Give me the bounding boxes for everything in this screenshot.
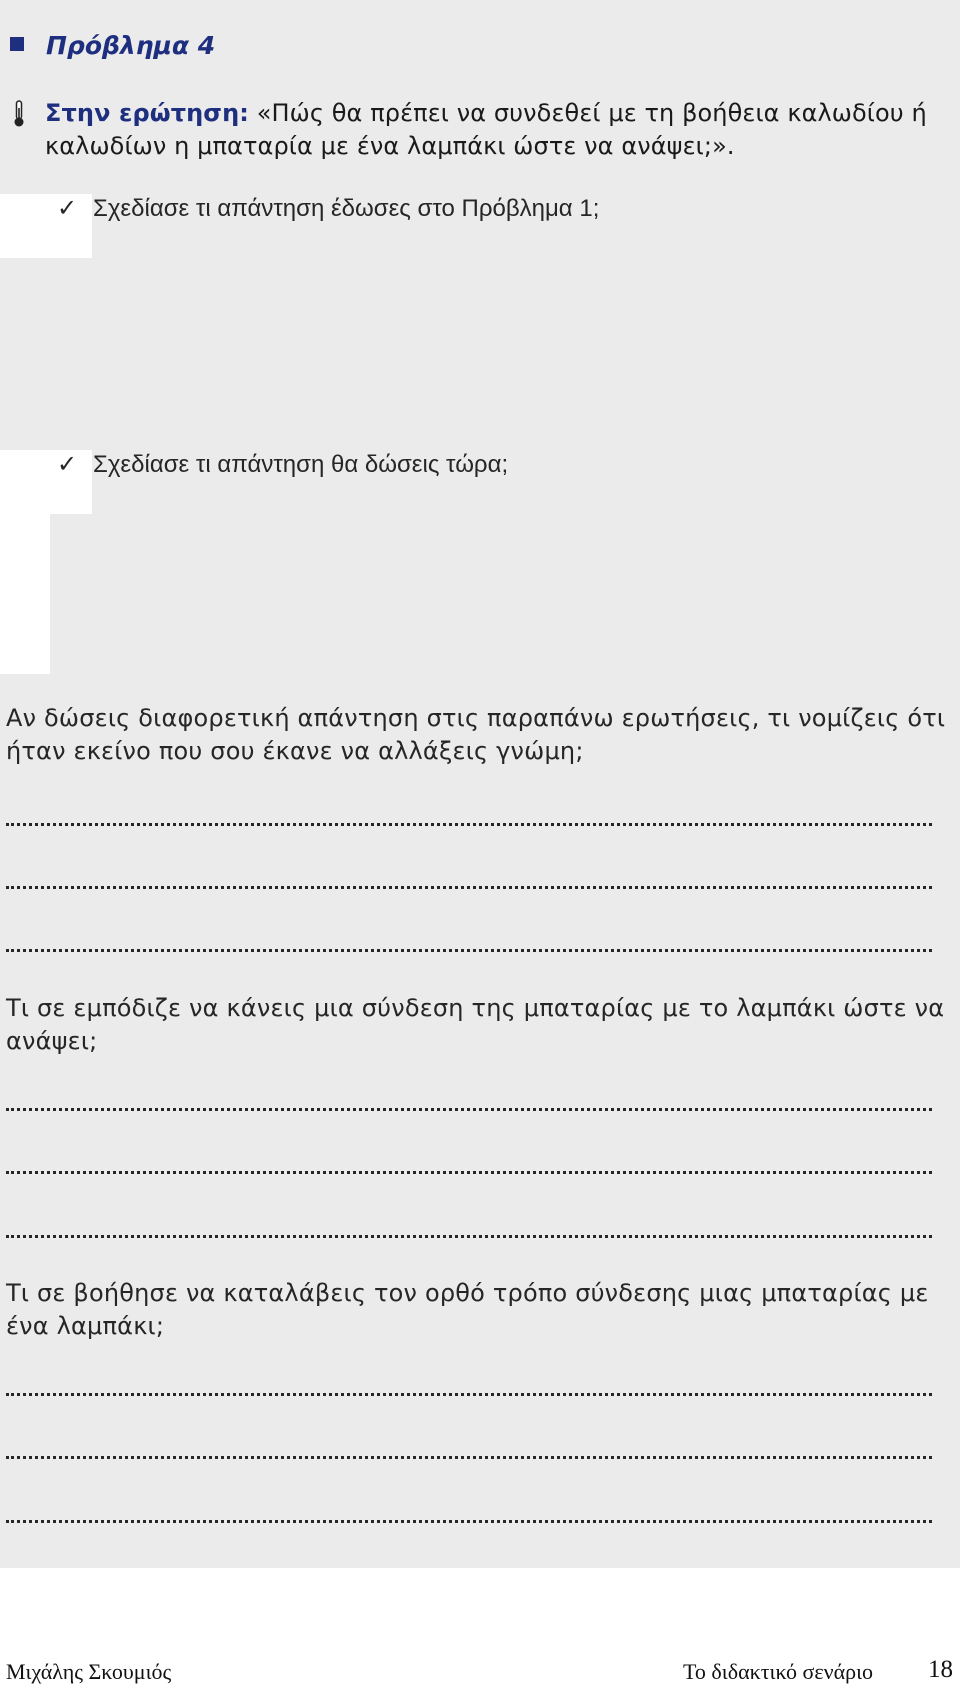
- answer-line: [6, 1171, 932, 1174]
- thermometer-icon: [12, 100, 26, 128]
- answer-line: [6, 1393, 932, 1396]
- check-icon: ✓: [57, 451, 78, 478]
- footer-author: Μιχάλης Σκουμιός: [6, 1659, 172, 1684]
- question-2-line-2: ανάψει;: [6, 1027, 98, 1055]
- check-icon: ✓: [57, 195, 78, 222]
- answer-line: [6, 886, 932, 889]
- answer-line: [6, 823, 932, 826]
- page-number: 18: [928, 1656, 953, 1683]
- footer-section: Το διδακτικό σενάριο: [683, 1659, 874, 1684]
- question-3-line-2: ένα λαμπάκι;: [6, 1312, 165, 1340]
- problem-heading: [10, 31, 960, 60]
- question-line-1: [45, 97, 960, 130]
- draw-task-previous-label: Σχεδίασε τι απάντηση έδωσες στο Πρόβλημα 1;: [93, 195, 600, 222]
- draw-task-current-answer: [57, 450, 960, 479]
- answer-line: [6, 949, 932, 952]
- question-3-line-1: Τι σε βοήθησε να καταλάβεις τον ορθό τρόπο σύνδεσης μιας μπαταρίας με: [6, 1279, 929, 1307]
- answer-line: [6, 1108, 932, 1111]
- answer-line: [6, 1520, 932, 1523]
- question-label: Στην ερώτηση:: [45, 99, 249, 127]
- question-1-line-1: Αν δώσεις διαφορετική απάντηση στις παραπάνω ερωτήσεις, τι νομίζεις ότι: [6, 704, 946, 732]
- problem-heading-text: Πρόβλημα 4: [46, 31, 216, 60]
- square-bullet-icon: [10, 37, 24, 51]
- question-text-1: «Πώς θα πρέπει να συνδεθεί με τη βοήθεια καλωδίου ή: [248, 99, 927, 127]
- answer-line: [6, 1456, 932, 1459]
- panel-notch: [0, 514, 50, 674]
- question-2-line-1: Τι σε εμπόδιζε να κάνεις μια σύνδεση της μπαταρίας με το λαμπάκι ώστε να: [6, 994, 945, 1022]
- draw-task-current-label: Σχεδίασε τι απάντηση θα δώσεις τώρα;: [93, 451, 509, 478]
- question-line-2: καλωδίων η μπαταρία με ένα λαμπάκι ώστε να ανάψει;».: [45, 132, 735, 160]
- answer-line: [6, 1235, 932, 1238]
- question-1-line-2: ήταν εκείνο που σου έκανε να αλλάξεις γνώμη;: [6, 737, 584, 765]
- draw-task-previous-answer: [57, 194, 960, 223]
